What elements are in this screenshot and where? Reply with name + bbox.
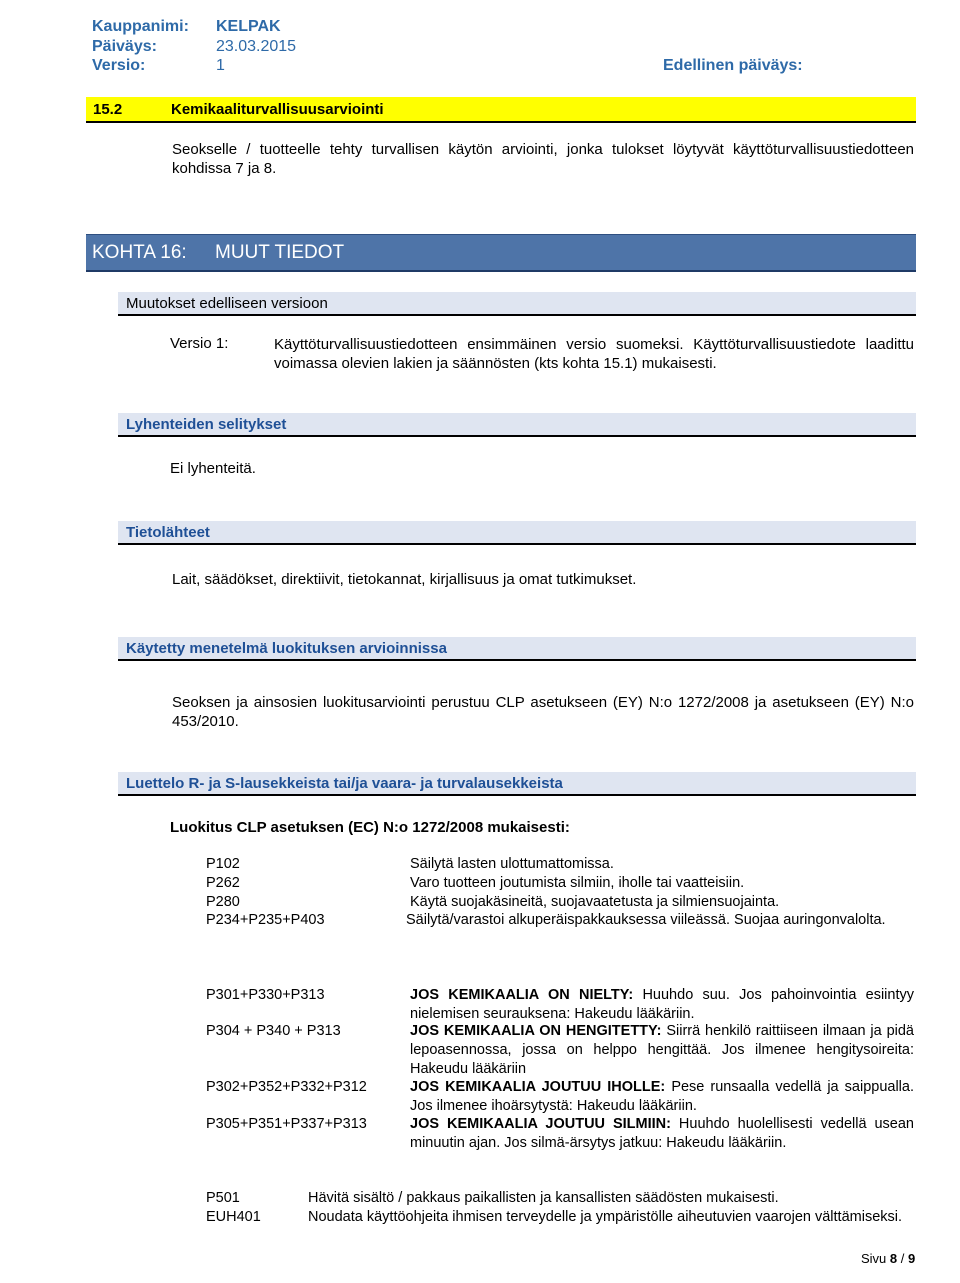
sources-heading-bar xyxy=(118,521,916,545)
changes-heading: Muutokset edelliseen versioon xyxy=(126,295,328,312)
phrase-bold: JOS KEMIKAALIA JOUTUU SILMIIN: xyxy=(410,1116,671,1132)
version-value: 1 xyxy=(216,57,225,74)
version-label: Versio: xyxy=(92,57,146,74)
changes-text: Käyttöturvallisuustiedotteen ensimmäinen versio suomeksi. Käyttöturvallisuustiedote laadittu voimassa olevien lakien ja säännösten (kts kohta 15.1) mukaisesti. xyxy=(274,336,914,372)
method-heading-bar xyxy=(118,637,916,661)
sources-heading: Tietolähteet xyxy=(126,524,210,541)
section-16-title: MUUT TIEDOT xyxy=(215,242,345,263)
phrase-text: Säilytä/varastoi alkuperäispakkauksessa viileässä. Suojaa auringonvalolta. xyxy=(406,912,886,928)
abbreviations-text: Ei lyhenteitä. xyxy=(170,460,256,477)
company-value: KELPAK xyxy=(216,18,281,35)
phrase-bold: JOS KEMIKAALIA ON NIELTY: xyxy=(410,987,634,1003)
phrase-bold: JOS KEMIKAALIA ON HENGITETTY: xyxy=(410,1023,662,1039)
phrase-text: Hävitä sisältö / pakkaus paikallisten ja kansallisten säädösten mukaisesti. xyxy=(308,1190,779,1206)
page-number xyxy=(861,1251,915,1266)
abbreviations-heading: Lyhenteiden selitykset xyxy=(126,416,287,433)
version-1-label: Versio 1: xyxy=(170,335,229,352)
section-15-2-text: Seokselle / tuotteelle tehty turvallisen käytön arviointi, jonka tulokset löytyvät käyttöturvallisuustiedotteen kohdissa 7 ja 8. xyxy=(172,141,914,177)
section-16-label: KOHTA 16: xyxy=(92,242,187,263)
phrase-code: EUH401 xyxy=(206,1209,261,1225)
section-title: Kemikaaliturvallisuusarviointi xyxy=(171,101,384,118)
section-15-2-bar xyxy=(86,97,916,123)
phrase-text xyxy=(410,1078,914,1116)
page-separator: / xyxy=(897,1251,908,1266)
page-prefix: Sivu xyxy=(861,1251,887,1266)
phrase-code: P102 xyxy=(206,856,240,872)
method-heading: Käytetty menetelmä luokituksen arvioinnissa xyxy=(126,640,447,657)
page-total: 9 xyxy=(908,1251,916,1266)
phrase-rest: Huuhdo huolellisesti vedellä usean minuutin ajan. Jos silmä-ärsytys jatkuu: Hakeudu lääkäriin. xyxy=(410,1116,914,1151)
phrase-text: Noudata käyttöohjeita ihmisen terveydelle ja ympäristölle aiheutuvien vaarojen välttämiseksi. xyxy=(308,1209,903,1225)
phrase-code: P305+P351+P337+P313 xyxy=(206,1116,367,1132)
phrase-text xyxy=(410,986,914,1024)
section-16-bar xyxy=(86,234,916,272)
clp-heading: Luokitus CLP asetuksen (EC) N:o 1272/2008 mukaisesti: xyxy=(170,819,570,836)
sources-text: Lait, säädökset, direktiivit, tietokannat, kirjallisuus ja omat tutkimukset. xyxy=(172,571,637,588)
phrase-bold: JOS KEMIKAALIA JOUTUU IHOLLE: xyxy=(410,1079,666,1095)
phrase-code: P280 xyxy=(206,894,240,910)
phrase-code: P234+P235+P403 xyxy=(206,912,325,928)
phrases-heading-bar xyxy=(118,772,916,796)
phrase-code: P501 xyxy=(206,1190,240,1206)
phrase-text xyxy=(410,1115,914,1153)
phrase-text: Käytä suojakäsineitä, suojavaatetusta ja silmiensuojainta. xyxy=(410,894,780,910)
phrase-code: P302+P352+P332+P312 xyxy=(206,1079,367,1095)
phrase-code: P262 xyxy=(206,875,240,891)
phrase-rest: Siirrä henkilö raittiiseen ilmaan ja pidä lepoasennossa, jossa on helppo hengittää. Jos ilmenee hengitysoireita: Hakeudu lääkäriin xyxy=(410,1023,914,1077)
phrase-rest: Pese runsaalla vedellä ja saippualla. Jos ilmenee ihoärsytystä: Hakeudu lääkäriin. xyxy=(410,1079,914,1114)
method-text: Seoksen ja ainsosien luokitusarviointi perustuu CLP asetukseen (EY) N:o 1272/2008 ja asetukseen (EY) N:o 453/2010. xyxy=(172,694,914,730)
phrase-code: P304 + P340 + P313 xyxy=(206,1023,341,1039)
section-number: 15.2 xyxy=(93,101,123,118)
abbreviations-heading-bar xyxy=(118,413,916,437)
phrases-heading: Luettelo R- ja S-lausekkeista tai/ja vaara- ja turvalausekkeista xyxy=(126,775,563,792)
phrase-code: P301+P330+P313 xyxy=(206,987,325,1003)
changes-heading-bar xyxy=(118,292,916,316)
date-label: Päiväys: xyxy=(92,38,157,55)
previous-date-label: Edellinen päiväys: xyxy=(663,57,803,74)
date-value: 23.03.2015 xyxy=(216,38,297,55)
company-label: Kauppanimi: xyxy=(92,18,189,35)
phrase-text: Säilytä lasten ulottumattomissa. xyxy=(410,856,614,872)
page-current: 8 xyxy=(889,1251,898,1266)
phrase-rest: Huuhdo suu. Jos pahoinvointia esiintyy nielemisen seurauksena: Hakeudu lääkäriin. xyxy=(410,987,914,1022)
phrase-text xyxy=(410,1022,914,1079)
phrase-text: Varo tuotteen joutumista silmiin, iholle tai vaatteisiin. xyxy=(410,875,745,891)
